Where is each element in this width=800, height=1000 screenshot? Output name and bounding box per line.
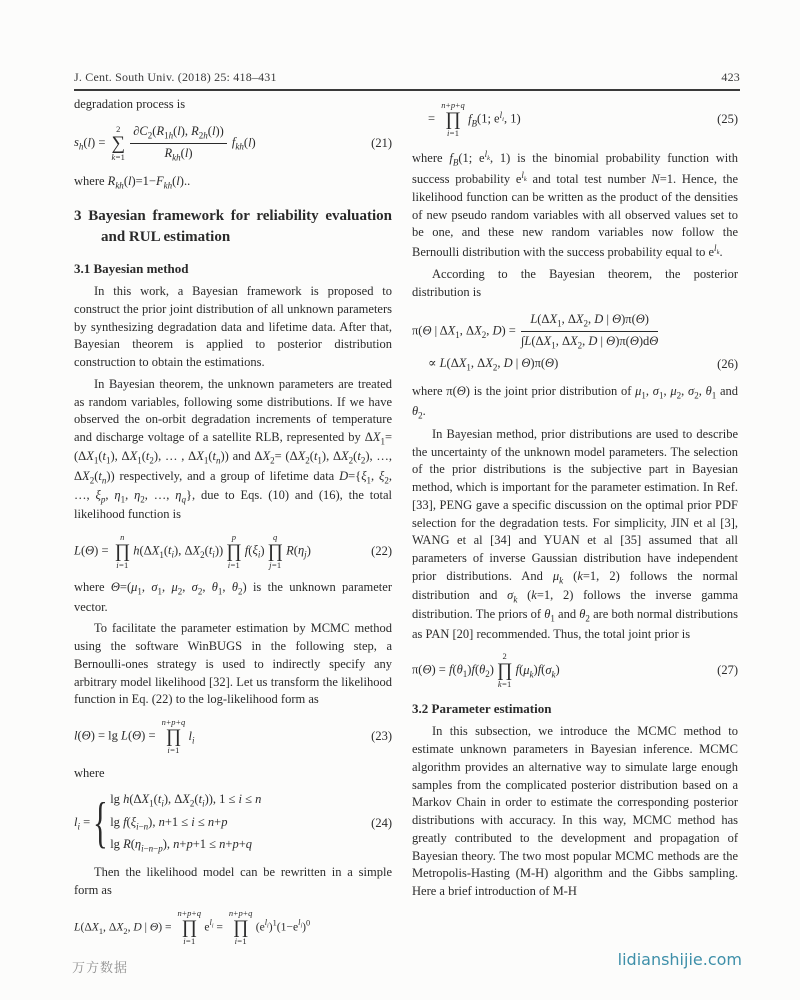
paragraph-mcmc: In this subsection, we introduce the MCMC method to estimate unknown parameters in Bayesian inference. MCMC algorithm provides an alternative way to simulate large enough samples from the complicated posterior distribution based on a Markov Chain in order to estimate the corresponding posterior distributions with accuracy. In this way, MCMC method has greatly contributed to the development and propagation of Bayesian theory. The two most popular MCMC methods are the Metropolis-Hasting (M-H) algorithm and the Gibbs sampling. Here a brief introduction of M-H (412, 724, 738, 899)
subsection-3-2-heading: 3.2 Parameter estimation (412, 701, 552, 717)
equation-23 (74, 718, 392, 756)
where-note-22: where $\Theta=(\mu_1$, $\sigma_1$, $\mu_2$, $\sigma_2$, $\theta_1$, $\theta_2$) is the unknown parameter vector. (74, 580, 392, 614)
site-link[interactable]: lidianshijie.com (617, 950, 742, 969)
equation-22-body: L(Θ) = n ∏ i=1 $h(\Delta X_1(t_i)$, $\Delta X_2(t_i)$) p ∏ i=1 $f(\xi_i)$ q ∏ j=1 $R(\eta_j)$ (74, 531, 311, 570)
subsection-3-1-heading: 3.1 Bayesian method (74, 260, 189, 276)
right-column (412, 92, 738, 901)
wanfang-watermark: 万方数据 (72, 961, 129, 976)
page-number: 423 (721, 70, 740, 84)
equation-24 (74, 791, 392, 855)
equation-26-number: (26) (717, 356, 738, 371)
equation-26-line1 (412, 311, 738, 353)
equation-27 (412, 652, 738, 690)
paragraph-bayesian-intro: In this work, a Bayesian framework is proposed to construct the prior joint distribution of all unknown parameters by synthesizing degradation data and lifetime data. After that, Bayesian theorem is applied to posterior distribution construction to obtain the estimations. (74, 284, 392, 369)
lead-in-text: degradation process is (74, 97, 186, 111)
equation-23-body: l(Θ) = lg L(Θ) = n+p+q ∏ i=1 $l_i$ (74, 717, 195, 755)
equation-22 (74, 533, 392, 571)
equation-likelihood-simple (74, 909, 392, 947)
equation-26-line2-body: ∝ $L(\Delta X_1$, $\Delta X_2$, D | Θ)π(Θ) (428, 356, 559, 373)
equation-25-body: = n+p+q ∏ i=1 $f_B(1$; $e^{l_i}$, 1) (428, 100, 521, 138)
paragraph-bayesian-theorem: In Bayesian theorem, the unknown parameters are treated as random variables, following some distributions. If we have observed the on-orbit degradation increments of temperature and discharge voltage of a satellite RLB, represented by $\Delta X_1=(\Delta X_1(t_1)$, $\Delta X_1(t_2)$, … , $\Delta X_1(t_n)$) and $\Delta X_2= (\Delta X_2(t_1)$, $\Delta X_2(t_2)$, …, $\Delta X_2(t_n)$) respectively, and a group of lifetime data $D=\{\xi_1$, $\xi_2$, …, $\xi_p$, $\eta_1$, $\eta_2$, …, $\eta_q$}, due to Eqs. (10) and (16), the total likelihood function is (74, 376, 393, 522)
paragraph-binomial: where $f_B(1$; $e^{l_k}$, 1) is the binomial probability function with success probability $e^{l_k}$ and total test number N=1. Hence, the likelihood function can be written as the product of the densities of new pseudo random variables with all observed values set to be one, and these new random variables now follow the Bernoulli distribution with the success probability equal to $e^{l_k}$. (412, 148, 738, 260)
equation-24-body: $l_i$ = { $\lg h(\Delta X_1(t_i)$, $\Delta X_2(t_i)$), 1 ≤ i ≤ n $\lg f(\xi_{i-n})$, n+1 ≤ i ≤ n+p $\lg R(\eta_{i-n-p})$, n+p+1 ≤ n+p+q (74, 791, 262, 854)
equation-likelihood-simple-body: $L(\Delta X_1$, $\Delta X_2$, D | Θ) = n+p+q ∏ i=1 $e^{l_i}$ = n+p+q ∏ i=1 $(e^{l_i})^1(1-e^{l_i})^0$ (74, 907, 311, 946)
equation-26-line1-body: π(Θ | $\Delta X_1$, $\Delta X_2$, D) = $\frac{L(\Delta X_1, \Delta X_2, D | \Theta)\pi(\Theta)}{\int L(\Delta X_1, \Delta X_2, D | \Theta)\pi(\Theta)d\Theta}$ (412, 311, 659, 351)
where-note-26: where π(Θ) is the joint prior distribution of $\mu_1$, $\sigma_1$, $\mu_2$, $\sigma_2$, $\theta_1$ and $\theta_2$. (412, 384, 739, 421)
left-column (74, 96, 392, 955)
section-3-heading: 3 Bayesian framework for reliability evaluation and RUL estimation (74, 207, 392, 245)
equation-21 (74, 123, 392, 165)
equation-25 (412, 101, 738, 139)
equation-27-number: (27) (717, 663, 738, 678)
paragraph-prior-distributions: In Bayesian method, prior distributions are used to describe the uncertainty of the unknown model parameters. The selection of the prior distributions is the subjective part in Bayesian method, which is important for the parameter estimation. In Ref. [33], PENG gave a specific discussion on the optimal prior PDF selection for the degradation tests. For simplicity, JIN et al [3], WANG et al [34] and YUAN et al [35] assumed that all parameters of inverse Gaussian distribution have independent prior distributions. And $\mu_k$ (k=1, 2) follows the normal distribution and $\sigma_k$ (k=1, 2) follows the inverse gamma distribution. The priors of $\theta_1$ and $\theta_2$ are both normal distributions as PAN [20] recommended. Thus, the total joint prior is (412, 426, 738, 641)
where-word: where (74, 765, 105, 780)
journal-citation: J. Cent. South Univ. (2018) 25: 418–431 (74, 70, 277, 84)
where-note-21: where $R_{kh}(l)=1-F_{kh}(l)$.. (74, 174, 191, 191)
page-header (74, 70, 740, 91)
equation-21-number: (21) (371, 135, 392, 150)
paragraph-rewritten: Then the likelihood model can be rewritten in a simple form as (74, 865, 392, 898)
equation-24-number: (24) (371, 815, 392, 830)
equation-22-number: (22) (371, 543, 392, 558)
equation-25-number: (25) (717, 111, 738, 126)
equation-26-line2 (412, 355, 738, 374)
paragraph-facilitate: To facilitate the parameter estimation by MCMC method using the software WinBUGS in the following step, a Bernoulli-ones strategy is used to indirectly specify any arbitrary model likelihood [32]. Let us transform the likelihood function in Eq. (22) to the log-likelihood form as (74, 621, 392, 707)
equation-27-body: $\pi(\Theta) = f(\theta_1)f(\theta_2)$ 2 ∏ k=1 $f(\mu_k)f(\sigma_k)$ (412, 651, 560, 690)
equation-21-body: $s_h(l)$ = 2 ∑ k=1 $\frac{\partial C_2(R_{1h}(l), R_{2h}(l))}{R_{kh}(l)}$ $f_{kh}(l)$ (74, 123, 256, 163)
equation-23-number: (23) (371, 729, 392, 744)
paragraph-according: According to the Bayesian theorem, the posterior distribution is (412, 267, 738, 299)
